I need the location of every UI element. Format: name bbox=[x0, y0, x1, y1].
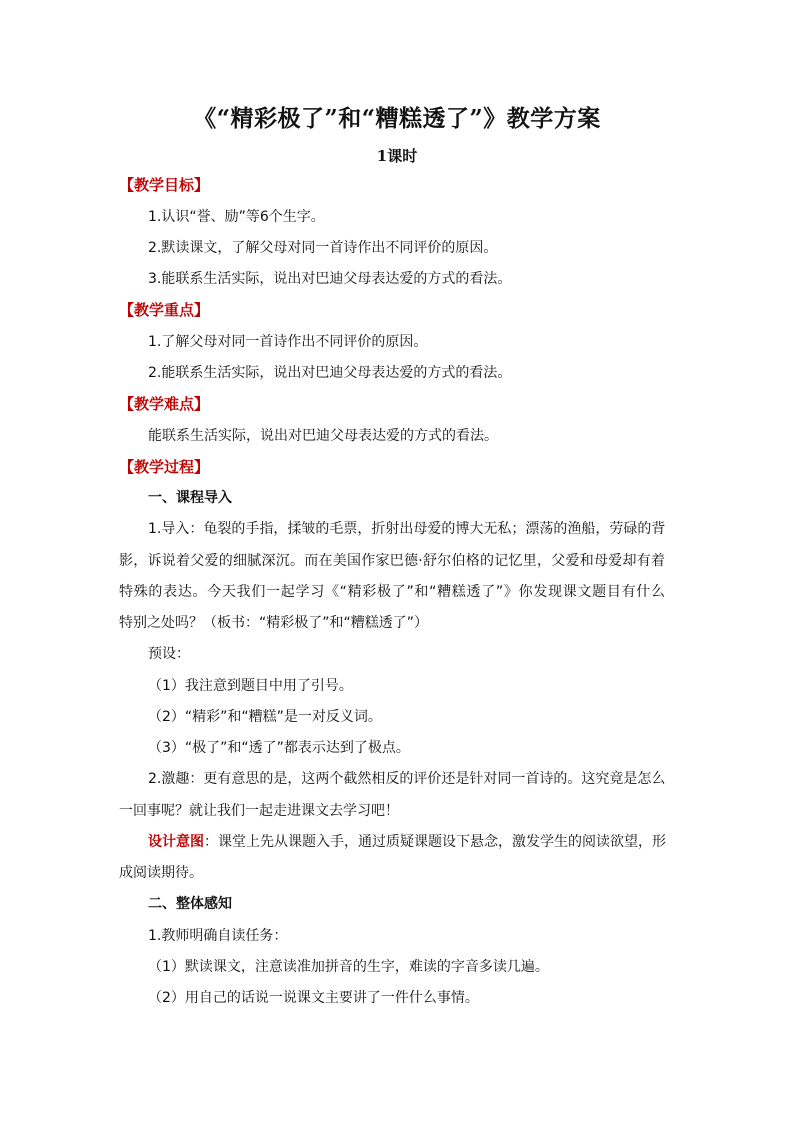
preset-item: （1）我注意到题目中用了引号。 bbox=[148, 678, 353, 694]
design-intent-line bbox=[148, 832, 665, 852]
preset-item: （3）“极了”和“透了”都表示达到了极点。 bbox=[148, 740, 410, 756]
section-heading-process: 【教学过程】 bbox=[119, 458, 210, 476]
design-intent-label: 设计意图 bbox=[148, 834, 204, 850]
section-heading-key-points: 【教学重点】 bbox=[119, 301, 210, 319]
part-heading-intro: 一、课程导入 bbox=[148, 490, 232, 506]
section-heading-goals: 【教学目标】 bbox=[119, 176, 210, 194]
goal-item: 2.默读课文，了解父母对同一首诗作出不同评价的原因。 bbox=[148, 240, 498, 256]
page-subtitle: 1课时 bbox=[376, 147, 418, 165]
difficulty-item: 能联系生活实际，说出对巴迪父母表达爱的方式的看法。 bbox=[148, 428, 498, 444]
design-intent-line: 成阅读期待。 bbox=[119, 865, 203, 881]
goal-item: 3.能联系生活实际，说出对巴迪父母表达爱的方式的看法。 bbox=[148, 271, 512, 287]
intro-paragraph-line: 特别之处吗？（板书：“精彩极了”和“糟糕透了”） bbox=[119, 615, 429, 631]
design-intent-text: ：课堂上先从课题入手，通过质疑课题设下悬念，激发学生的阅读欲望，形 bbox=[204, 834, 666, 850]
goal-item: 1.认识“誉、励”等6个生字。 bbox=[148, 209, 325, 225]
part-heading-overview: 二、整体感知 bbox=[148, 896, 232, 912]
page-title: 《“精彩极了”和“糟糕透了”》教学方案 bbox=[193, 105, 601, 132]
task-item: （1）默读课文，注意读准加拼音的生字，难读的字音多读几遍。 bbox=[148, 959, 549, 975]
intro-paragraph-line: 影，诉说着父爱的细腻深沉。而在美国作家巴德·舒尔伯格的记忆里，父爱和母爱却有着 bbox=[119, 553, 665, 569]
key-point-item: 2.能联系生活实际，说出对巴迪父母表达爱的方式的看法。 bbox=[148, 365, 512, 381]
section-heading-difficulties: 【教学难点】 bbox=[119, 395, 210, 413]
stimulus-paragraph-line: 一回事呢？就让我们一起走进课文去学习吧！ bbox=[119, 803, 399, 819]
intro-paragraph-line: 特殊的表达。今天我们一起学习《“精彩极了”和“糟糕透了”》你发现课文题目有什么 bbox=[119, 584, 665, 600]
task-item: （2）用自己的话说一说课文主要讲了一件什么事情。 bbox=[148, 990, 479, 1006]
key-point-item: 1.了解父母对同一首诗作出不同评价的原因。 bbox=[148, 334, 428, 350]
stimulus-paragraph-line: 2.激趣：更有意思的是，这两个截然相反的评价还是针对同一首诗的。这究竟是怎么 bbox=[148, 771, 666, 787]
preset-item: （2）“精彩”和“糟糕”是一对反义词。 bbox=[148, 709, 382, 725]
preset-label: 预设： bbox=[148, 646, 190, 662]
task-label: 1.教师明确自读任务： bbox=[148, 928, 288, 944]
intro-paragraph-line: 1.导入：龟裂的手指，揉皱的毛票，折射出母爱的博大无私；漂荡的渔船，劳碌的背 bbox=[148, 521, 666, 537]
